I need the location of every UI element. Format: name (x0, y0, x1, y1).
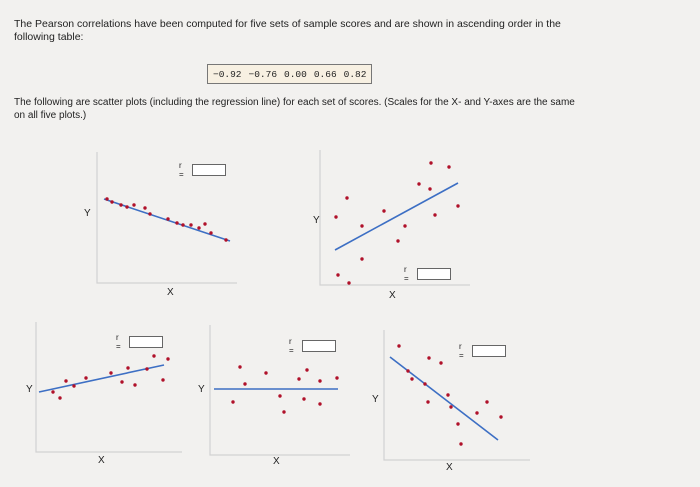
y-axis-label: Y (313, 215, 320, 226)
x-axis-label: X (389, 290, 396, 301)
r-answer-input[interactable] (472, 345, 506, 357)
correlation-value: −0.92 (213, 68, 242, 80)
regression-line (390, 357, 498, 440)
correlation-value: 0.82 (343, 68, 367, 80)
r-label: r = (116, 333, 121, 351)
r-label: r = (404, 265, 409, 283)
correlation-value: 0.66 (313, 68, 337, 80)
x-axis-label: X (98, 455, 105, 466)
correlation-value: 0.00 (284, 68, 307, 80)
r-label: r = (179, 161, 184, 179)
y-axis-label: Y (372, 394, 379, 405)
r-label: r = (289, 337, 294, 355)
plot-axes (384, 330, 530, 460)
correlation-value: −0.76 (248, 68, 278, 80)
x-axis-label: X (167, 287, 174, 298)
x-axis-label: X (273, 456, 280, 467)
y-axis-label: Y (84, 208, 91, 219)
r-input-group (459, 342, 506, 360)
question-intro: The Pearson correlations have been computed for five sets of sample scores and are shown in ascending order in the following table: (14, 18, 561, 43)
scatter-plots-intro: The following are scatter plots (including the regression line) for each set of scores. (Scales for the X- and Y-axes are the same on all five plots.) (14, 97, 575, 121)
r-label: r = (459, 342, 464, 360)
y-axis-label: Y (26, 384, 33, 395)
x-axis-label: X (446, 462, 453, 473)
y-axis-label: Y (198, 384, 205, 395)
